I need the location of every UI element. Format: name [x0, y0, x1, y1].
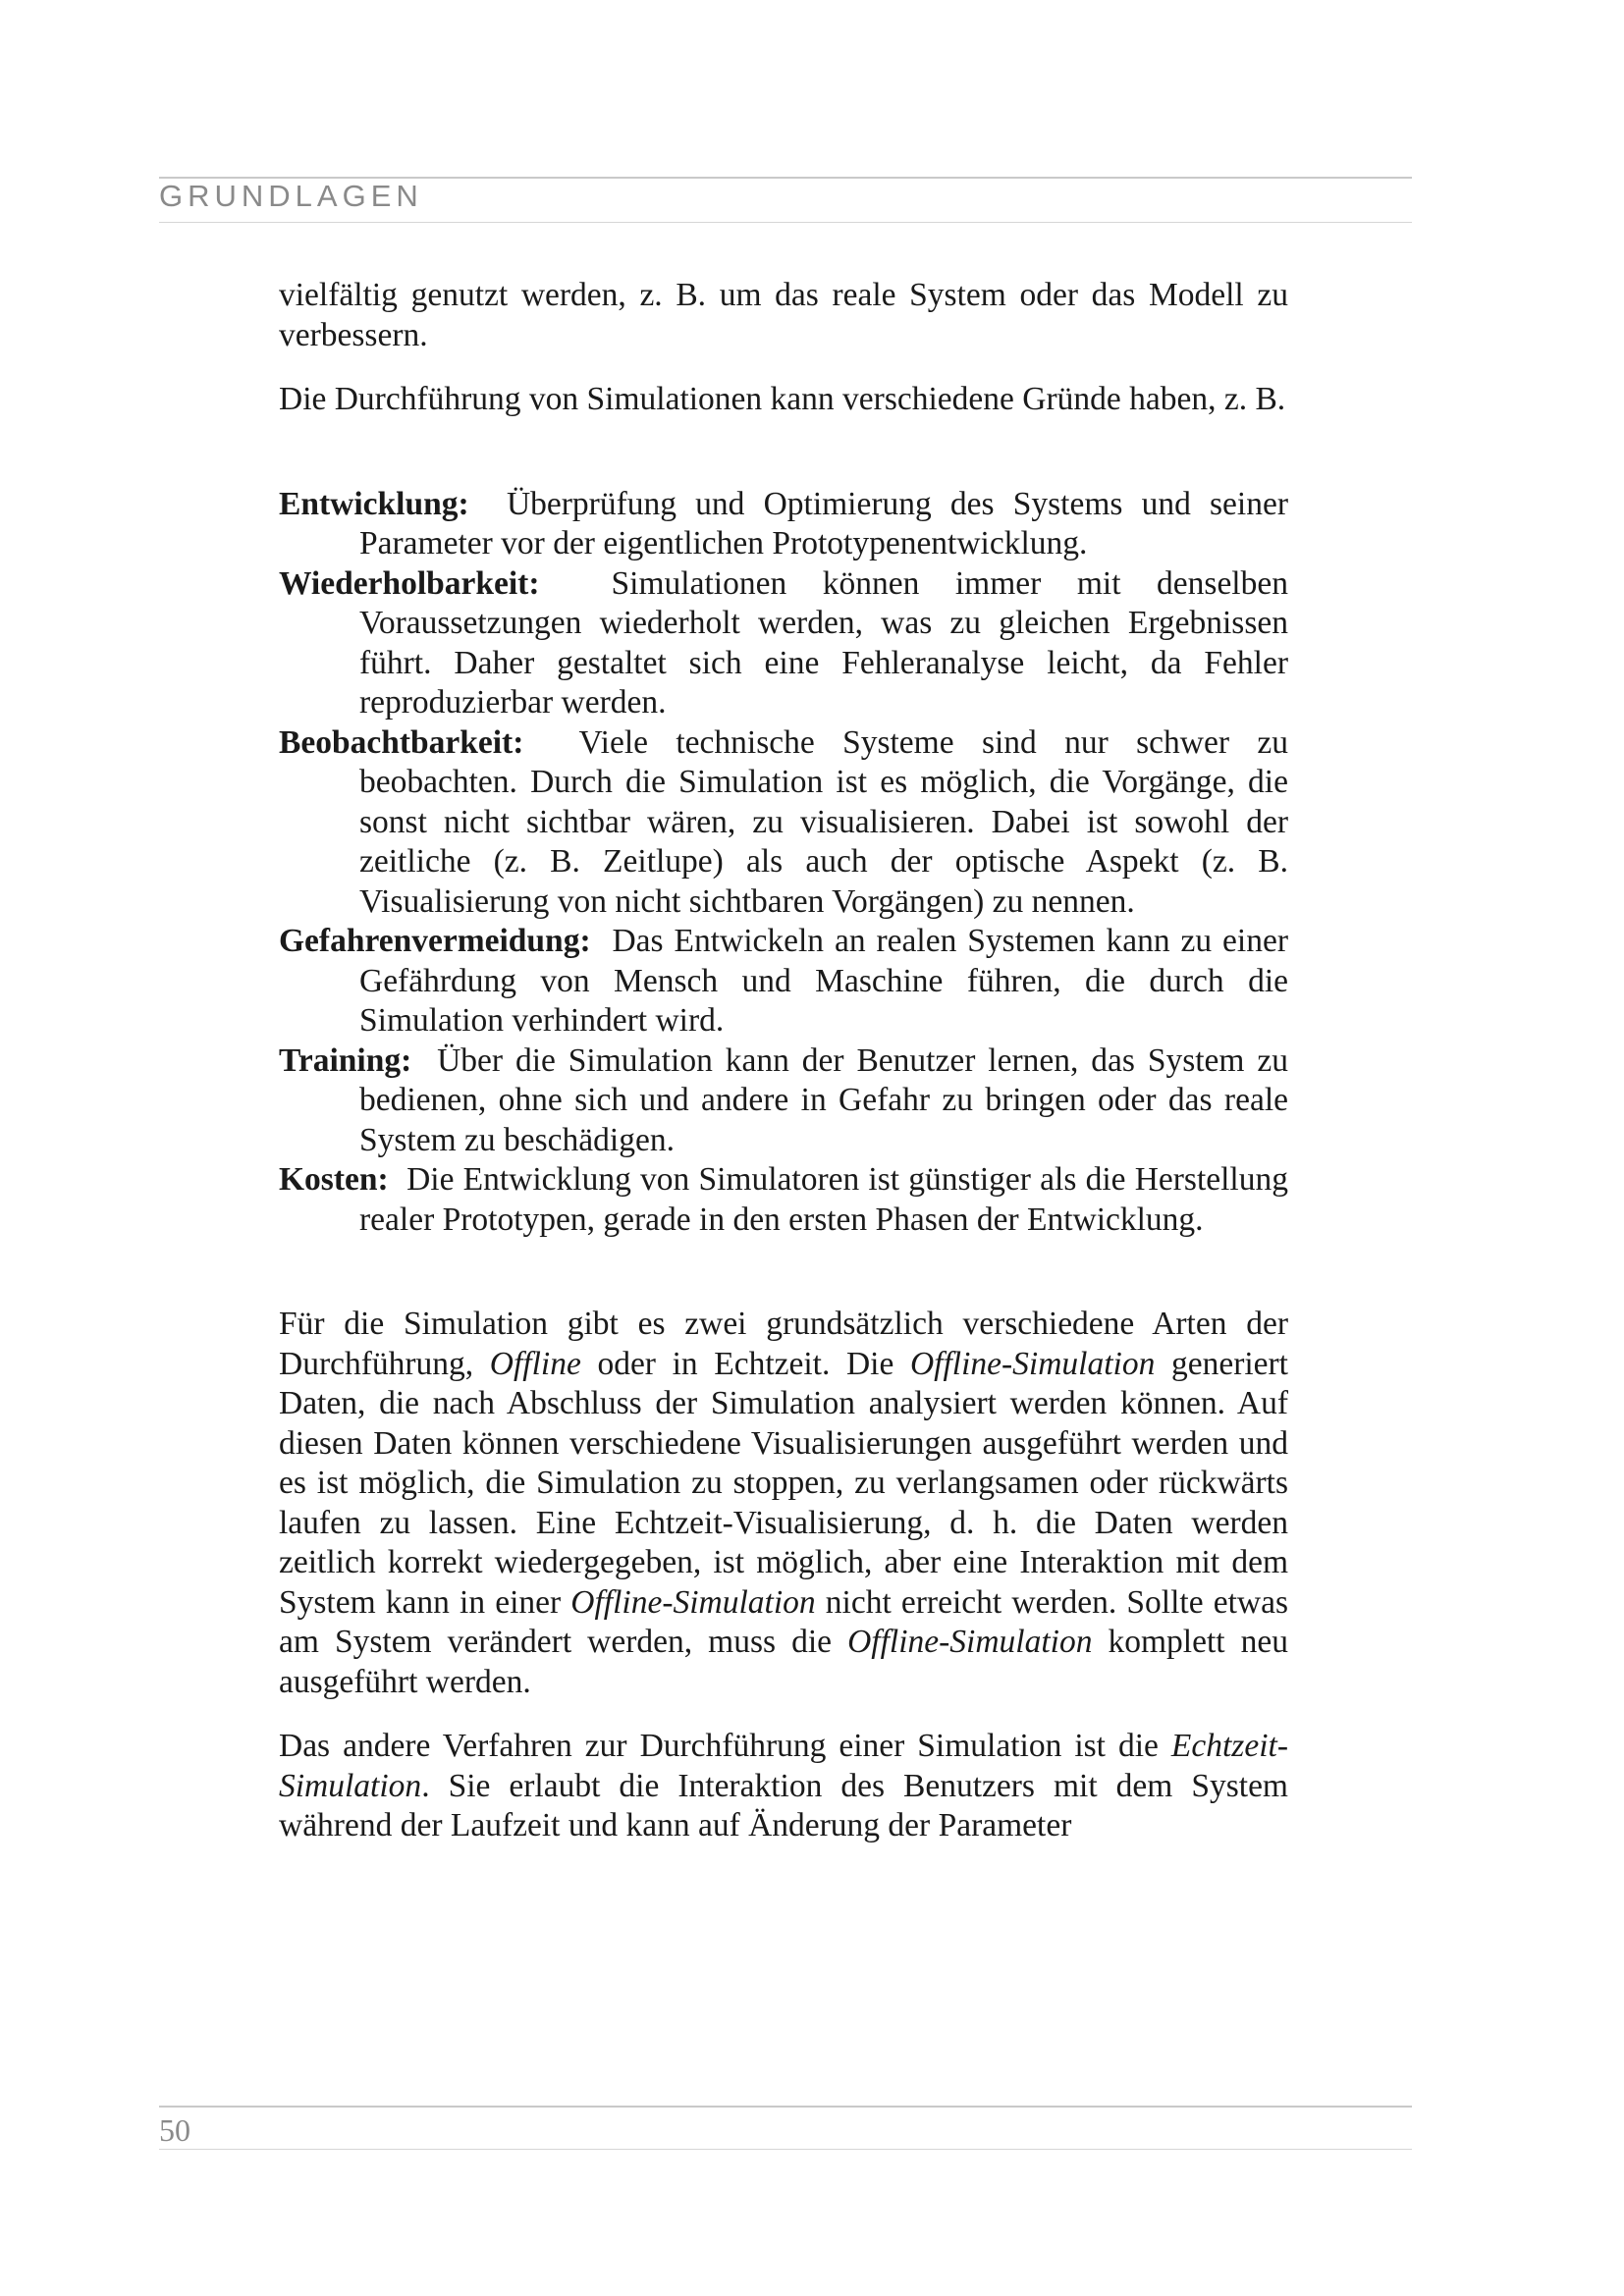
paragraph-realtime-simulation	[279, 1727, 1288, 1846]
text-run: oder in Echtzeit. Die	[580, 1345, 910, 1382]
reason-item	[279, 1160, 1288, 1240]
reason-text: Viele technische Systeme sind nur schwer zu beobachten. Durch die Simulation ist es möglich, die Vorgänge, die sonst nicht sichtbar wären, zu visualisieren. Dabei ist sowohl der zeitliche (z. B. Zeitlupe) als auch der optische Aspekt (z. B. Visualisierung von nicht sichtbaren Vorgängen) zu nennen.	[359, 723, 1288, 920]
reason-text: Überprüfung und Optimierung des Systems und seiner Parameter vor der eigentlichen Prototypenentwicklung.	[359, 485, 1289, 561]
text-run: Für die Simulation gibt es zwei grundsätzlich verschiedene Arten der Durchführung,	[279, 1306, 1288, 1382]
reason-text: Über die Simulation kann der Benutzer lernen, das System zu bedienen, ohne sich und andere in Gefahr zu bringen oder das reale System zu beschädigen.	[359, 1041, 1289, 1158]
reason-text: Simulationen können immer mit denselben Voraussetzungen wiederholt werden, was zu gleichen Ergebnissen führt. Daher gestaltet sich eine Fehleranalyse leicht, da Fehler reproduzierbar werden.	[359, 564, 1288, 721]
paragraph: vielfältig genutzt werden, z. B. um das reale System oder das Modell zu verbessern.	[279, 277, 1288, 353]
text-run: nicht erreicht werden. Sollte etwas am System verändert werden, muss die	[279, 1583, 1288, 1660]
paragraph-offline-simulation	[279, 1305, 1288, 1702]
text-run: komplett neu ausgeführt werden.	[279, 1624, 1289, 1700]
text-run: . Sie erlaubt die Interaktion des Benutzers mit dem System während der Laufzeit und kann auf Änderung der Parameter	[279, 1767, 1288, 1843]
text-run: Das andere Verfahren zur Durchführung einer Simulation ist die	[279, 1728, 1171, 1764]
header-bottom-rule	[159, 222, 1412, 223]
reasons-list	[279, 485, 1288, 1241]
reason-term: Entwicklung:	[279, 485, 469, 522]
running-head: GRUNDLAGEN	[159, 179, 423, 213]
reason-term: Gefahrenvermeidung:	[279, 923, 591, 959]
reason-term: Training:	[279, 1041, 412, 1079]
page-number: 50	[159, 2112, 190, 2148]
reason-text: Die Entwicklung von Simulatoren ist günstiger als die Herstellung realer Prototypen, gerade in den ersten Phasen der Entwicklung.	[359, 1161, 1288, 1238]
italic-term: Echtzeit-Simulation	[279, 1728, 1288, 1804]
reason-term: Wiederholbarkeit:	[279, 564, 540, 602]
italic-term: Offline-Simulation	[570, 1583, 816, 1621]
reason-item	[279, 564, 1288, 723]
footer-top-rule	[159, 2106, 1412, 2108]
italic-term: Offline	[489, 1345, 581, 1382]
reason-item	[279, 1041, 1288, 1161]
reason-text: Das Entwickeln an realen Systemen kann zu einer Gefährdung von Mensch und Maschine führen, die durch die Simulation verhindert wird.	[359, 923, 1289, 1039]
reason-item	[279, 723, 1288, 923]
reason-term: Beobachtbarkeit:	[279, 723, 524, 761]
reason-item	[279, 922, 1288, 1041]
reason-term: Kosten:	[279, 1161, 389, 1198]
reason-item	[279, 485, 1288, 564]
page-body	[279, 276, 1288, 1846]
footer-bottom-rule	[159, 2149, 1412, 2150]
italic-term: Offline-Simulation	[847, 1624, 1093, 1660]
paragraph: Die Durchführung von Simulationen kann verschiedene Gründe haben, z. B.	[279, 381, 1286, 417]
text-run: generiert Daten, die nach Abschluss der Simulation analysiert werden können. Auf diesen Daten können verschiedene Visualisierungen ausgeführt werden und es ist möglich, die Simulation zu stoppen, zu verlangsamen oder rückwärts laufen zu lassen. Eine Echtzeit-Visualisierung, d. h. die Daten werden zeitlich korrekt wiedergegeben, ist möglich, aber eine Interaktion mit dem System kann in einer	[279, 1345, 1288, 1621]
italic-term: Offline-Simulation	[909, 1345, 1156, 1382]
